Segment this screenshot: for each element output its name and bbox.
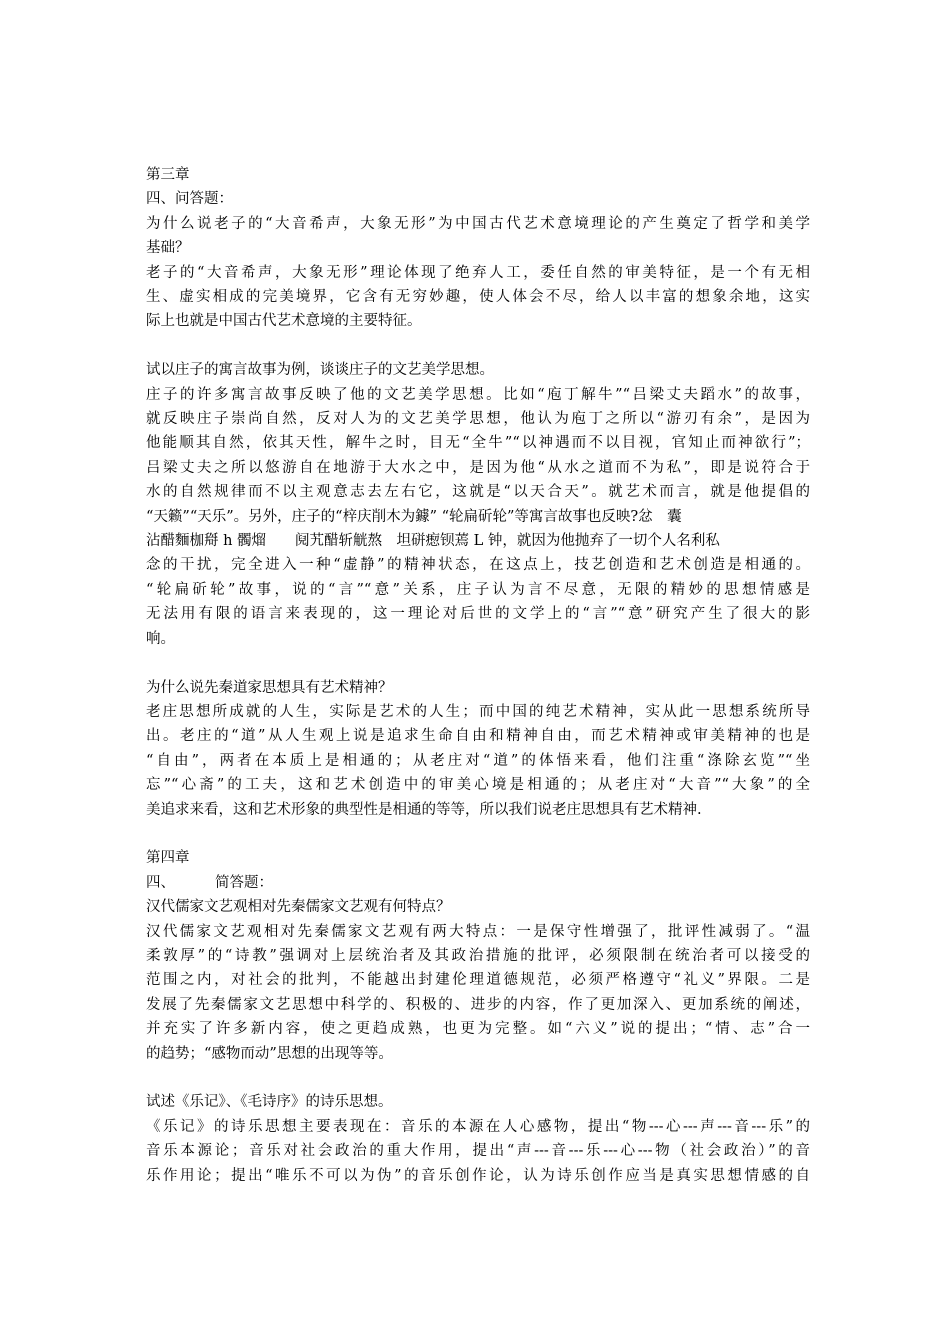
answer-line: 他能顺其自然，依其天性，解牛之时，目无“全牛”“以神遇而不以目视，官知止而神欲行”； [146, 435, 810, 452]
answer-line: 生、虚实相成的完美境界，它含有无穷妙趣，使人体会不尽，给人以丰富的想象余地，这实 [146, 289, 810, 306]
chapter-3-title: 第三章 [146, 167, 190, 183]
answer-line: “天籁”“天乐”。另外，庄子的“梓庆削木为鐻” “轮扁斫轮”等寓言故事也反映?忿 囊 [146, 508, 682, 525]
chapter-4-section-heading [146, 871, 810, 895]
section-number: 四、 [146, 874, 175, 891]
answer-line: 发展了先秦儒家文艺思想中科学的、积极的、进步的内容，作了更加深入、更加系统的阐述， [146, 996, 810, 1013]
answer-line: 出。老庄的“道”从人生观上说是追求生命自由和精神自由，而艺术精神或审美精神的也是 [146, 728, 810, 745]
answer-line: 《乐记》的诗乐思想主要表现在：音乐的本源在人心感物，提出“物---心---声---音---乐”的 [146, 1118, 810, 1135]
answer-line: 汉代儒家文艺观相对先秦儒家文艺观有两大特点：一是保守性增强了，批评性减弱了。“温 [146, 923, 810, 940]
answer-line: 老庄思想所成就的人生，实际是艺术的人生；而中国的纯艺术精神，实从此一思想系统所导 [146, 703, 810, 720]
question-text: 试以庄子的寓言故事为例，谈谈庄子的文艺美学思想。 [146, 362, 494, 379]
paragraph-gap [146, 822, 810, 846]
document-page [146, 163, 810, 1188]
answer-line: 际上也就是中国古代艺术意境的主要特征。 [146, 313, 422, 330]
answer-line: 并充实了许多新内容，使之更趋成熟，也更为完整。如“六义”说的提出；“情、志”合一 [146, 1021, 810, 1038]
chapter-3-section-heading: 四、问答题： [146, 191, 233, 208]
answer-line: “轮扁斫轮”故事，说的“言”“意”关系，庄子认为言不尽意，无限的精妙的思想情感是 [146, 581, 810, 598]
answer-line: 就反映庄子崇尚自然，反对人为的文艺美学思想，他认为庖丁之所以“游刃有余”，是因为 [146, 411, 810, 428]
paragraph-gap [146, 651, 810, 675]
answer-line: 响。 [146, 630, 175, 647]
answer-line: “自由”，两者在本质上是相通的；从老庄对“道”的体悟来看，他们注重“涤除玄览”“坐 [146, 752, 810, 769]
answer-line: 庄子的许多寓言故事反映了他的文艺美学思想。比如“庖丁解牛”“吕梁丈夫蹈水”的故事， [146, 386, 810, 403]
question-text: 试述《乐记》、《毛诗序》的诗乐思想。 [146, 1094, 393, 1111]
answer-line: 范围之内，对社会的批判，不能越出封建伦理道德规范，必须严格遵守“礼义”界限。二是 [146, 972, 810, 989]
answer-line: 老子的“大音希声，大象无形”理论体现了绝弃人工，委任自然的审美特征，是一个有无相 [146, 264, 810, 281]
answer-line: 吕梁丈夫之所以悠游自在地游于大水之中，是因为他“从水之道而不为私”，即是说符合于 [146, 459, 810, 476]
answer-line: 美追求来看，这和艺术形象的典型性是相通的等等，所以我们说老庄思想具有艺术精神. [146, 801, 702, 818]
answer-line: 沾醋麵枷搿 h 髑熘 阋艽醋斩觥熬 坦硑瘛钡蔫 L 钟，就因为他抛弃了一切个人名利私 [146, 533, 720, 550]
question-text: 为什么说老子的“大音希声，大象无形”为中国古代艺术意境理论的产生奠定了哲学和美学 [146, 215, 810, 232]
answer-line: 乐作用论；提出“唯乐不可以为伪”的音乐创作论，认为诗乐创作应当是真实思想情感的自 [146, 1167, 810, 1184]
answer-line: 无法用有限的语言来表现的，这一理论对后世的文学上的“言”“意”研究产生了很大的影 [146, 606, 810, 623]
answer-line: 忘”“心斋”的工夫，这和艺术创造中的审美心境是相通的；从老庄对“大音”“大象”的全 [146, 777, 810, 794]
answer-line: 柔敦厚”的“诗教”强调对上层统治者及其政治措施的批评，必须限制在统治者可以接受的 [146, 947, 810, 964]
answer-line: 念的干扰，完全进入一种“虚静”的精神状态，在这点上，技艺创造和艺术创造是相通的。 [146, 557, 810, 574]
paragraph-gap [146, 334, 810, 358]
question-text: 汉代儒家文艺观相对先秦儒家文艺观有何特点？ [146, 899, 451, 916]
section-label: 简答题： [215, 874, 273, 891]
chapter-4-title: 第四章 [146, 850, 190, 867]
question-text: 为什么说先秦道家思想具有艺术精神？ [146, 679, 393, 696]
paragraph-gap [146, 1066, 810, 1090]
answer-line: 的趋势；“感物而动”思想的出现等等。 [146, 1045, 393, 1062]
answer-line: 音乐本源论；音乐对社会政治的重大作用，提出“声---音---乐---心---物（社会政治）”的音 [146, 1143, 810, 1160]
question-text: 基础？ [146, 240, 190, 257]
answer-line: 水的自然规律而不以主观意志去左右它，这就是“以天合天”。就艺术而言，就是他提倡的 [146, 484, 810, 501]
